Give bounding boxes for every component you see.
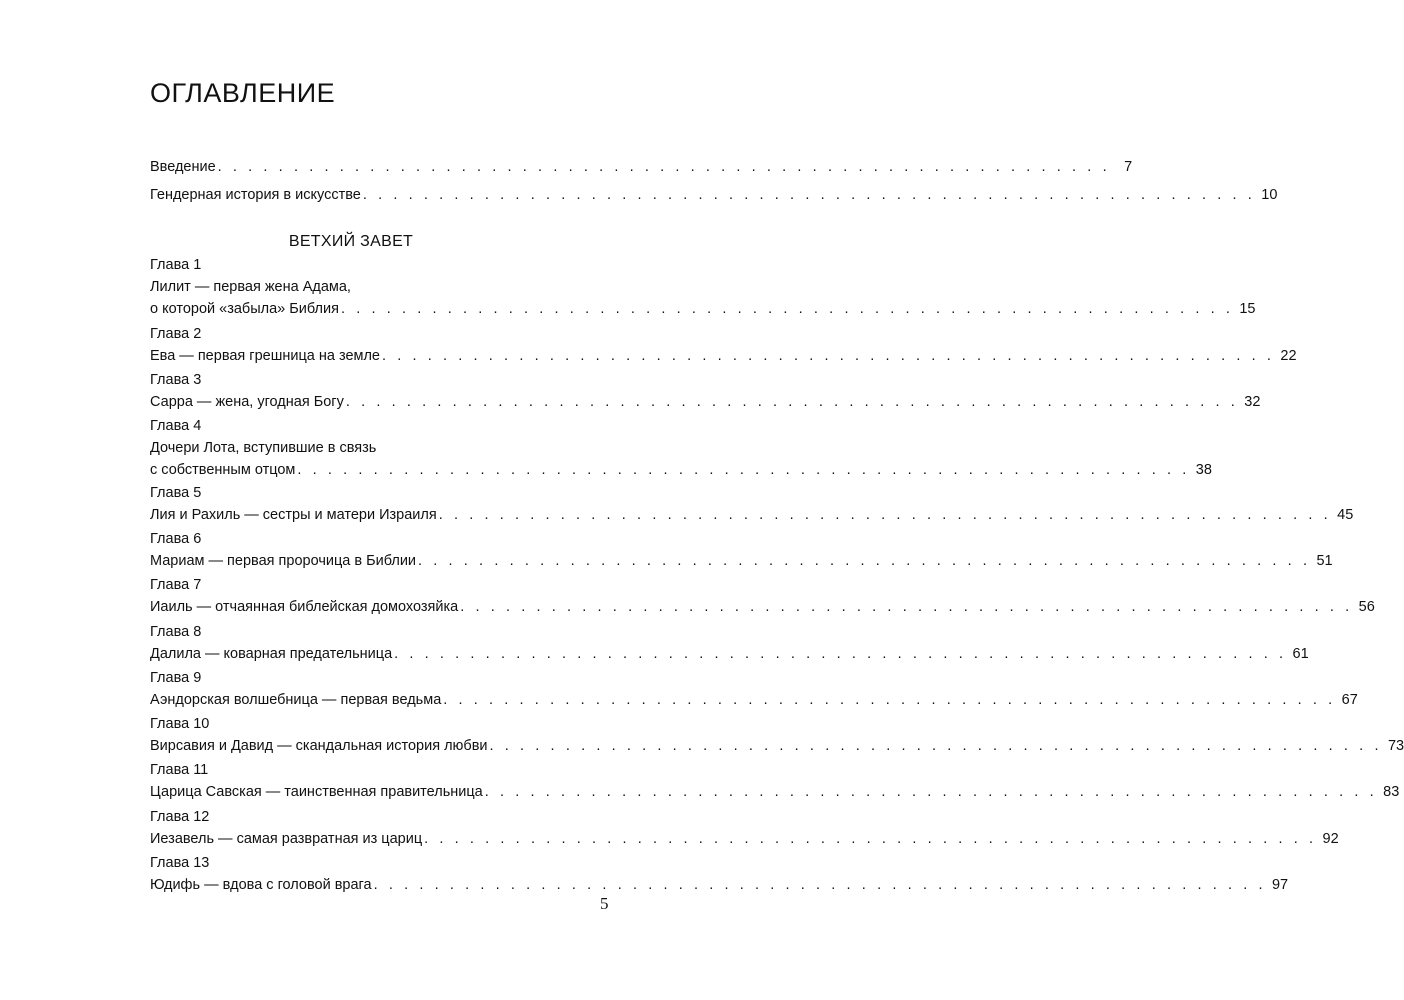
- chapter-label: Глава 12: [150, 809, 210, 825]
- page-title: ОГЛАВЛЕНИЕ: [150, 78, 336, 108]
- toc-entry-title: Иаиль — отчаянная библейская домохозяйка: [150, 599, 459, 615]
- dot-leader: . . . . . . . . . . . . . . . . . . . . . . . . . . . . . . . . . . . . . . . . . . . . . . . . . . . . . . . . . . .: [297, 462, 1190, 478]
- chapter-label: Глава 8: [150, 624, 202, 640]
- dot-leader: . . . . . . . . . . . . . . . . . . . . . . . . . . . . . . . . . . . . . . . . . . . . . . . . . . . . . . . . . . .: [484, 784, 1378, 800]
- chapter-label: Глава 6: [150, 531, 202, 547]
- chapter-9[interactable]: [150, 667, 1358, 711]
- chapter-2[interactable]: [150, 323, 1297, 367]
- toc-entry-page: 83: [1383, 784, 1400, 800]
- toc-entry-page: 51: [1316, 553, 1333, 569]
- toc-entry-title: Вирсавия и Давид — скандальная история любви: [150, 738, 488, 754]
- toc-entry-title: Юдифь — вдова с головой врага: [150, 877, 372, 893]
- chapter-13[interactable]: [150, 852, 1289, 896]
- toc-entry: [150, 391, 1261, 413]
- dot-leader: . . . . . . . . . . . . . . . . . . . . . . . . . . . . . . . . . . . . . . . . . . . . . . . . . . . . . . . . . . .: [438, 507, 1332, 523]
- chapter-label: Глава 4: [150, 418, 202, 434]
- chapter-6[interactable]: [150, 528, 1333, 572]
- dot-leader: . . . . . . . . . . . . . . . . . . . . . . . . . . . . . . . . . . . . . . . . . . . . . . . . . . . . . . . . . . .: [373, 877, 1267, 893]
- chapter-label: Глава 10: [150, 716, 210, 732]
- chapter-12[interactable]: [150, 806, 1339, 850]
- toc-entry: [150, 781, 1400, 803]
- toc-entry-page: 15: [1239, 301, 1256, 317]
- dot-leader: . . . . . . . . . . . . . . . . . . . . . . . . . . . . . . . . . . . . . . . . . . . . . . . . . . . . . . . . . . .: [394, 646, 1287, 662]
- chapter-3[interactable]: [150, 369, 1261, 413]
- dot-leader: . . . . . . . . . . . . . . . . . . . . . . . . . . . . . . . . . . . . . . . . . . . . . . . . . . . . . . . . . . .: [418, 553, 1311, 569]
- chapter-10[interactable]: [150, 713, 1404, 757]
- chapter-title-line: Лилит — первая жена Адама,: [150, 279, 351, 295]
- toc-entry-title: Аэндорская волшебница — первая ведьма: [150, 692, 442, 708]
- toc-entry-title: с собственным отцом: [150, 462, 296, 478]
- dot-leader: . . . . . . . . . . . . . . . . . . . . . . . . . . . . . . . . . . . . . . . . . . . . . . . . . . . . . . . . . . .: [489, 738, 1383, 754]
- chapter-1[interactable]: [150, 254, 1256, 320]
- toc-entry: [150, 596, 1375, 618]
- toc-entry-title: о которой «забыла» Библия: [150, 301, 339, 317]
- toc-entry-page: 61: [1292, 646, 1309, 662]
- toc-entry-title: Лия и Рахиль — сестры и матери Израиля: [150, 507, 437, 523]
- toc-entry-page: 92: [1322, 831, 1339, 847]
- toc-entry-title: Сарра — жена, угодная Богу: [150, 394, 344, 410]
- chapter-label: Глава 2: [150, 326, 202, 342]
- chapter-5[interactable]: [150, 482, 1354, 526]
- toc-entry-page: 56: [1358, 599, 1375, 615]
- dot-leader: . . . . . . . . . . . . . . . . . . . . . . . . . . . . . . . . . . . . . . . . . . . . . . . . . . . . . . . . . . .: [345, 394, 1239, 410]
- toc-entry-title: Мариам — первая пророчица в Библии: [150, 553, 417, 569]
- chapter-title-line: Дочери Лота, вступившие в связь: [150, 440, 377, 456]
- chapter-label: Глава 1: [150, 257, 202, 273]
- chapter-8[interactable]: [150, 621, 1309, 665]
- toc-entry-page: 97: [1271, 877, 1289, 893]
- page-number: 5: [600, 894, 609, 913]
- chapter-label: Глава 7: [150, 577, 202, 593]
- toc-entry: [150, 504, 1354, 526]
- toc-entry-page: 22: [1280, 348, 1297, 364]
- toc-entry-title: Введение: [150, 159, 216, 175]
- chapter-11[interactable]: [150, 759, 1400, 803]
- toc-entry-page: 73: [1387, 738, 1404, 754]
- toc-entry-page: 32: [1244, 394, 1261, 410]
- toc-entry: [150, 689, 1358, 711]
- toc-entry-gender-history[interactable]: [150, 184, 1278, 206]
- toc-entry-title: Иезавель — самая развратная из цариц: [150, 831, 423, 847]
- chapter-4[interactable]: [150, 415, 1212, 481]
- chapter-label: Глава 3: [150, 372, 202, 388]
- dot-leader: . . . . . . . . . . . . . . . . . . . . . . . . . . . . . . . . . . . . . . . . . . . . . . . . . . . . . . . . . . .: [382, 348, 1275, 364]
- dot-leader: . . . . . . . . . . . . . . . . . . . . . . . . . . . . . . . . . . . . . . . . . . . . . . . . . . . . . . . . . . .: [460, 599, 1353, 615]
- toc-entry-page: 7: [1124, 159, 1133, 175]
- dot-leader: . . . . . . . . . . . . . . . . . . . . . . . . . . . . . . . . . . . . . . . . . . . . . . . . . . . . . . . . . . .: [340, 301, 1234, 317]
- chapter-label: Глава 11: [150, 762, 209, 778]
- toc-entry-title: Ева — первая грешница на земле: [150, 348, 380, 364]
- toc-entry-page: 38: [1195, 462, 1212, 478]
- chapter-label: Глава 13: [150, 855, 210, 871]
- dot-leader: . . . . . . . . . . . . . . . . . . . . . . . . . . . . . . . . . . . . . . . . . . . . . . . . . . . . . . . . . . .: [424, 831, 1317, 847]
- toc-entry: [150, 459, 1212, 481]
- toc-entry-introduction[interactable]: [150, 156, 1133, 178]
- toc-entry-page: 67: [1341, 692, 1358, 708]
- toc-entry: [150, 298, 1256, 320]
- toc-entry-title: Царица Савская — таинственная правительница: [150, 784, 483, 800]
- dot-leader: . . . . . . . . . . . . . . . . . . . . . . . . . . . . . . . . . . . . . . . . . . . . . . . . . . . . . . . . . . .: [362, 187, 1256, 203]
- toc-entry: [150, 550, 1333, 572]
- toc-entry: [150, 828, 1339, 850]
- dot-leader: . . . . . . . . . . . . . . . . . . . . . . . . . . . . . . . . . . . . . . . . . . . . . . . . . . . . . . . . . . .: [217, 159, 1111, 175]
- chapter-label: Глава 9: [150, 670, 202, 686]
- chapter-7[interactable]: [150, 574, 1375, 618]
- toc-entry: [150, 874, 1289, 896]
- chapter-label: Глава 5: [150, 485, 202, 501]
- section-heading: ВЕТХИЙ ЗАВЕТ: [288, 233, 414, 250]
- dot-leader: . . . . . . . . . . . . . . . . . . . . . . . . . . . . . . . . . . . . . . . . . . . . . . . . . . . . . . . . . . .: [443, 692, 1336, 708]
- toc-entry-title: Далила — коварная предательница: [150, 646, 393, 662]
- intro-entries: [150, 156, 1278, 206]
- toc-entry: [150, 643, 1309, 665]
- toc-entry-page: 10: [1261, 187, 1278, 203]
- toc-entry: [150, 735, 1404, 757]
- toc-entry: [150, 345, 1297, 367]
- toc-entry-title: Гендерная история в искусстве: [150, 187, 361, 203]
- toc-entry-page: 45: [1337, 507, 1354, 523]
